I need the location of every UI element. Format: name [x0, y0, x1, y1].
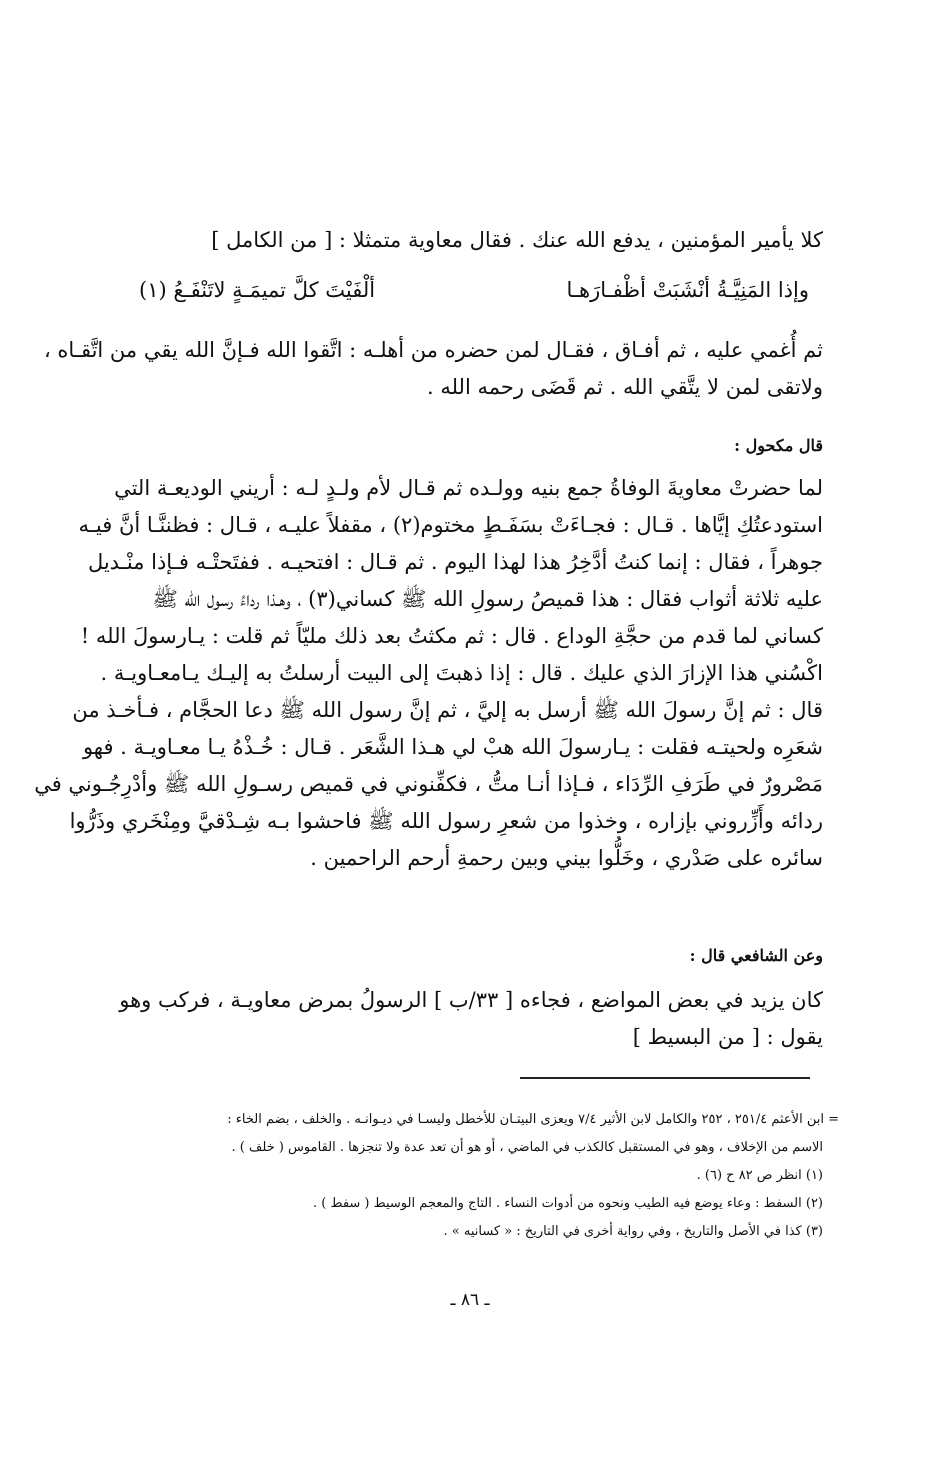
- text-line: شعَرِه ولحيتـه فقلت : يـارسولَ الله هبْ لي هـذا الشَّعَر . قـال : خُـذْهُ يـا معـاويـة . فهو: [82, 735, 823, 759]
- text-line: مَصْرورٌ في طَرَفِ الرِّدَاء ، فـإذا أنـا متُّ ، فكفِّنوني في قميص رسـولِ الله ﷺ وأدْرِجُـوني في: [34, 772, 823, 796]
- verse-first-hemistich: وإذا المَنِيَّـةُ أنْشَبَتْ أظْفـارَهـا: [566, 278, 809, 302]
- section-heading-shafii: وعن الشافعي قال :: [689, 946, 823, 965]
- text-line: يقول : [ من البسيط ]: [632, 1025, 823, 1049]
- footnote-1: (١) انظر ص ٨٢ ح (٦) .: [696, 1168, 823, 1183]
- text-line: كساني لما قدم من حجَّةِ الوداع . قال : ثم مكثتُ بعد ذلك مليّاً ثم قلت : يـارسولَ الله !: [80, 624, 823, 648]
- footnotes: [129, 1106, 839, 1246]
- verse-second-hemistich: ألْفَيْتَ كلَّ تميمَـةٍ لاتَنْفَـعُ (١): [139, 278, 376, 302]
- footnote-separator: [520, 1077, 810, 1079]
- text-line: كان يزيد في بعض المواضع ، فجاءه [ ٣٣/ب ] الرسولُ بمرض معاويـة ، فركب وهو: [119, 988, 823, 1012]
- intro-line: كلا يأمير المؤمنين ، يدفع الله عنك . فقال معاوية متمثلا : [ من الكامل ]: [211, 228, 823, 252]
- poetry-verse: [139, 272, 809, 308]
- text-line: ولاتقى لمن لا يتَّقي الله . ثم قَضَى رحمه الله .: [427, 375, 823, 399]
- text-line: سائره على صَدْري ، وخَلُّوا بيني وبين رحمةِ أرحم الراحمين .: [310, 846, 823, 870]
- footnote-3: (٣) كذا في الأصل والتاريخ ، وفي رواية أخرى في التاريخ : « كسانيه » .: [443, 1224, 823, 1239]
- paragraph-death: [43, 332, 823, 406]
- text-line: استودعتُكِ إيَّاها . قـال : فجـاءَتْ بسَفَـطٍ مختوم(٢) ، مقفلاً عليـه ، قـال : فظننَّـا أنَّ فيـه: [78, 513, 823, 537]
- footnote-2: (٢) السفط : وعاء يوضع فيه الطيب ونحوه من أدوات النساء . التاج والمعجم الوسيط ( سفط ) .: [313, 1196, 823, 1211]
- footnote-continuation: = ابن الأعثم ٢٥١/٤ ، ٢٥٢ والكامل لابن الأثير ٧/٤ ويعزى البيتـان للأخطل وليسـا في ديـوانـه . والخلف ، بضم الخاء :: [227, 1112, 839, 1127]
- text-line: جوهراً ، فقال : إنما كنتُ أدَّخِرُ هذا لهذا اليوم . ثم قـال : افتحيـه . ففتَحتْـه فـإذا منْـديل: [87, 550, 823, 574]
- section-heading-makhul: قال مكحول :: [734, 436, 823, 455]
- text-line: ردائه وأَزِّروني بإزاره ، وخذوا من شعرِ رسول الله ﷺ فاحشوا بـه شِـدْقيَّ ومِنْخَري وذَرُّوا: [69, 809, 823, 833]
- text-line: قال : ثم إنَّ رسولَ الله ﷺ أرسل به إليَّ ، ثم إنَّ رسول الله ﷺ دعا الحجَّام ، فـأخـذ من: [72, 698, 823, 722]
- text-line: ثم أُغمي عليه ، ثم أفـاق ، فقـال لمن حضره من أهلـه : اتَّقوا الله فـإنَّ الله يقي من اتَّقـاه ،: [43, 338, 823, 362]
- paragraph-shafii: [119, 982, 823, 1056]
- text-line: لما حضرتْ معاويةَ الوفاةُ جمع بنيه وولـده ثم قـال لأم ولـدٍ لـه : أريني الوديعـة التي: [114, 476, 823, 500]
- intro-paragraph: [139, 222, 823, 259]
- paragraph-makhul: [34, 470, 823, 877]
- text-line: اكْسُني هذا الإزارَ الذي عليك . قال : إذا ذهبتَ إلى البيت أرسلتُ به إليـك يـامعـاويـة .: [100, 661, 823, 685]
- page-number: ـ ٨٦ ـ: [450, 1290, 490, 1310]
- text-line: عليه ثلاثة أثواب فقال : هذا قميصُ رسولِ الله ﷺ كساني(٣) ، وهـذا رداءُ رسول الله ﷺ: [152, 587, 823, 611]
- footnote-continuation: الاسم من الإخلاف ، وهو في المستقبل كالكذب في الماضي ، أو هو أن تعد عدة ولا تنجزها . القاموس ( خلف ) .: [231, 1140, 823, 1155]
